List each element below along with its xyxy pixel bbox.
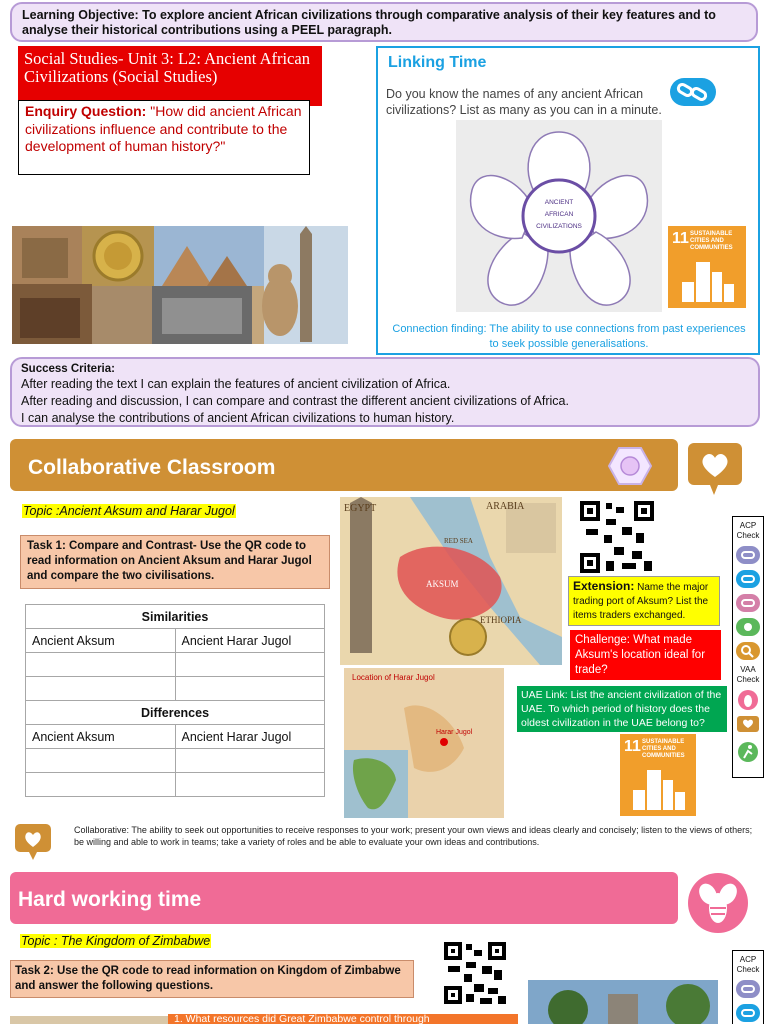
map-label-harar: Harar Jugol (436, 729, 473, 736)
acp-check-label: ACP Check (736, 521, 760, 540)
success-item: After reading and discussion, I can compare and contrast the different ancient civilizations of Africa. (21, 394, 569, 408)
differences-header: Differences (26, 701, 325, 725)
task-1: Task 1: Compare and Contrast- Use the QR code to read information on Ancient Aksum and Harar Jugol and compare the two civilisations. (20, 535, 330, 589)
hard-working-title: Hard working time (18, 888, 202, 911)
hard-working-banner (10, 872, 678, 924)
sdg-11-badge (620, 734, 696, 816)
heart-speech-icon (686, 441, 744, 497)
col-harar: Ancient Harar Jugol (175, 725, 325, 749)
table-cell[interactable] (26, 653, 176, 677)
heart-speech-icon (14, 823, 52, 861)
chain-link-icon (735, 979, 761, 999)
extension-text: Name the major trading port of Aksum? List the items traders exchanged. (573, 582, 709, 621)
runner-icon (735, 741, 761, 763)
table-cell[interactable] (175, 773, 325, 797)
success-heading: Success Criteria: (21, 363, 115, 375)
table-cell[interactable] (175, 653, 325, 677)
table-cell[interactable] (26, 749, 176, 773)
sdg-number: 11 (624, 738, 641, 755)
table-cell[interactable] (175, 749, 325, 773)
map-label-location: Location of Harar Jugol (352, 673, 435, 682)
table-cell[interactable] (26, 773, 176, 797)
bee-icon (735, 689, 761, 711)
chain-link-icon (735, 1003, 761, 1023)
magnifier-icon (735, 641, 761, 661)
similarities-header: Similarities (26, 605, 325, 629)
great-zimbabwe-photo (528, 980, 718, 1024)
chain-link-icon (666, 70, 720, 112)
vaa-check-label: VAA Check (736, 665, 760, 684)
task-2: Task 2: Use the QR code to read information on Kingdom of Zimbabwe and answer the following questions. (10, 960, 414, 998)
sdg-label: SUSTAINABLE CITIES AND COMMUNITIES (642, 739, 685, 759)
diagram-center-label (662, 120, 663, 121)
map-label-red-sea: RED SEA (444, 537, 473, 545)
svg-text:ANCIENT: ANCIENT (544, 199, 574, 206)
col-aksum: Ancient Aksum (26, 725, 176, 749)
table-cell[interactable] (175, 677, 325, 701)
harar-jugol-map (344, 668, 504, 818)
zimbabwe-map (10, 1016, 168, 1024)
qr-code-aksum[interactable] (578, 499, 656, 575)
sdg-label: SUSTAINABLE CITIES AND COMMUNITIES (690, 231, 733, 251)
linking-question: Do you know the names of any ancient African civilizations? List as many as you can in a minute. (386, 87, 662, 117)
linking-time-panel (376, 46, 760, 355)
svg-text:AFRICAN: AFRICAN (544, 211, 574, 218)
connection-finding: Connection finding: The ability to use connections from past experiences to seek possible generalisations. (392, 323, 746, 350)
success-item: I can analyse the contributions of ancient African civilizations to human history. (21, 411, 455, 425)
extension-box (568, 576, 720, 626)
table-cell[interactable] (26, 677, 176, 701)
collaborative-title: Collaborative Classroom (28, 456, 276, 479)
success-item: After reading the text I can explain the features of ancient civilization of Africa. (21, 377, 451, 391)
map-label-ethiopia: ETHIOPIA (480, 615, 522, 625)
sdg-11-badge (668, 226, 746, 308)
bee-icon (684, 872, 752, 934)
col-harar: Ancient Harar Jugol (175, 629, 325, 653)
success-criteria (10, 357, 760, 427)
map-label-aksum: AKSUM (426, 579, 459, 589)
city-buildings-icon (678, 254, 736, 304)
learning-objective: Learning Objective: To explore ancient African civilizations through comparative analysis of their key features and to analyse their historical contributions using a PEEL paragraph. (10, 2, 758, 42)
topic-aksum-harar: Topic :Ancient Aksum and Harar Jugol (23, 504, 235, 518)
chain-link-icon (735, 545, 761, 565)
compare-table (25, 604, 325, 797)
city-buildings-icon (629, 762, 687, 812)
puzzle-icon (735, 617, 761, 637)
map-label-arabia: ARABIA (486, 501, 525, 512)
uae-link-box: UAE Link: List the ancient civilization of the UAE. To which period of history does the oldest civilization in the UAE belong to? (517, 686, 727, 732)
acp-check-label: ACP Check (736, 955, 760, 974)
topic-zimbabwe: Topic : The Kingdom of Zimbabwe (21, 934, 211, 948)
qr-code-zimbabwe[interactable] (442, 940, 508, 1006)
civilizations-flower-diagram (456, 120, 662, 312)
map-label-egypt: EGYPT (344, 503, 377, 514)
sdg-number: 11 (672, 230, 689, 247)
heart-speech-icon (735, 715, 761, 737)
question-1: 1. What resources did Great Zimbabwe control through (168, 1014, 518, 1024)
gem-icon (608, 447, 652, 485)
ancient-africa-photo-collage (12, 226, 348, 344)
enquiry-label: Enquiry Question: (25, 103, 147, 119)
col-aksum: Ancient Aksum (26, 629, 176, 653)
unit-title: Social Studies- Unit 3: L2: Ancient African Civilizations (Social Studies) (18, 46, 322, 106)
enquiry-question-box (18, 100, 310, 175)
check-strip (732, 950, 764, 1024)
collaborative-banner (10, 439, 678, 491)
chain-link-icon (735, 569, 761, 589)
svg-text:CIVILIZATIONS: CIVILIZATIONS (536, 223, 582, 230)
challenge-box: Challenge: What made Aksum's location ideal for trade? (570, 630, 721, 680)
linking-title: Linking Time (388, 54, 487, 71)
check-strip (732, 516, 764, 778)
chain-link-icon (735, 593, 761, 613)
enquiry-question: "How did ancient African civilizations influence and contribute to the development of human history?" (25, 103, 302, 154)
aksum-map (340, 497, 562, 665)
collaborative-definition: Collaborative: The ability to seek out opportunities to receive responses to your work; present your own views and ideas clearly and concisely; listen to the views of others; be willing and able to work in teams; take a variety of roles and be able to evaluate your own ideas and contributions. (74, 825, 753, 847)
extension-label: Extension: (573, 579, 635, 593)
